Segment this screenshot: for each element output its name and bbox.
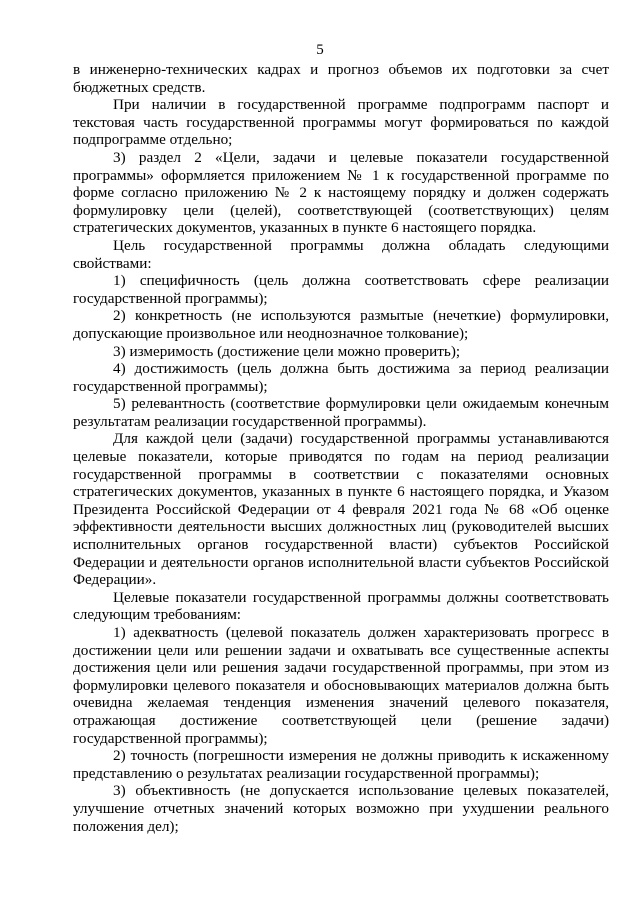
page-number: 5 xyxy=(316,42,324,58)
list-item-relevance: 5) релевантность (соответствие формулировки цели ожидаемым конечным результатам реализации государственной программы). xyxy=(73,395,609,430)
paragraph-continuation: в инженерно-технических кадрах и прогноз объемов их подготовки за счет бюджетных средств. xyxy=(73,61,609,96)
document-body xyxy=(73,61,609,835)
paragraph-indicator-requirements-intro: Целевые показатели государственной программы должны соответствовать следующим требованиям: xyxy=(73,588,609,624)
list-item-accuracy: 2) точность (погрешности измерения не должны приводить к искаженному представлению о результатах реализации государственной программы); xyxy=(73,747,609,782)
list-item-concreteness: 2) конкретность (не используются размытые (нечеткие) формулировки, допускающие произвольное или неоднозначное толкование); xyxy=(73,307,609,342)
paragraph-target-indicators: Для каждой цели (задачи) государственной программы устанавливаются целевые показатели, которые приводятся по годам на период реализации государственной программы в соответствии с показателями основных стратегических документов, указанных в пункте 6 настоящего порядка, и Указом Президента Российской Федерации от 4 февраля 2021 года № 68 «Об оценке эффективности деятельности высших должностных лиц (руководителей высших исполнительных органов государственной власти) субъектов Российской Федерации и деятельности органов исполнительной власти субъектов Российской Федерации». xyxy=(73,430,609,589)
paragraph-section-2: 3) раздел 2 «Цели, задачи и целевые показатели государственной программы» оформляется приложением № 1 к государственной программе по форме согласно приложению № 2 к настоящему порядку и должен содержать формулировку цели (целей), соответствующей (соответствующих) целям стратегических документов, указанных в пункте 6 настоящего порядка. xyxy=(73,148,609,237)
paragraph-goal-properties-intro: Цель государственной программы должна обладать следующими свойствами: xyxy=(73,236,609,272)
list-item-achievability: 4) достижимость (цель должна быть достижима за период реализации государственной программы); xyxy=(73,360,609,395)
list-item-adequacy: 1) адекватность (целевой показатель должен характеризовать прогресс в достижении цели или решении задачи и охватывать все существенные аспекты достижения цели или решения задачи государственной программы, при этом из формулировки целевого показателя и обосновывающих материалов должна быть очевидна желаемая тенденция изменения значений целевого показателя, отражающая достижение соответствующей цели (решение задачи) государственной программы); xyxy=(73,624,609,747)
list-item-specificity: 1) специфичность (цель должна соответствовать сфере реализации государственной программы); xyxy=(73,272,609,307)
list-item-measurability: 3) измеримость (достижение цели можно проверить); xyxy=(113,342,461,360)
paragraph-subprogram-note: При наличии в государственной программе подпрограмм паспорт и текстовая часть государственной программы могут формироваться по каждой подпрограмме отдельно; xyxy=(73,96,609,149)
list-item-objectivity: 3) объективность (не допускается использование целевых показателей, улучшение отчетных значений которых возможно при ухудшении реального положения дел); xyxy=(73,782,609,835)
